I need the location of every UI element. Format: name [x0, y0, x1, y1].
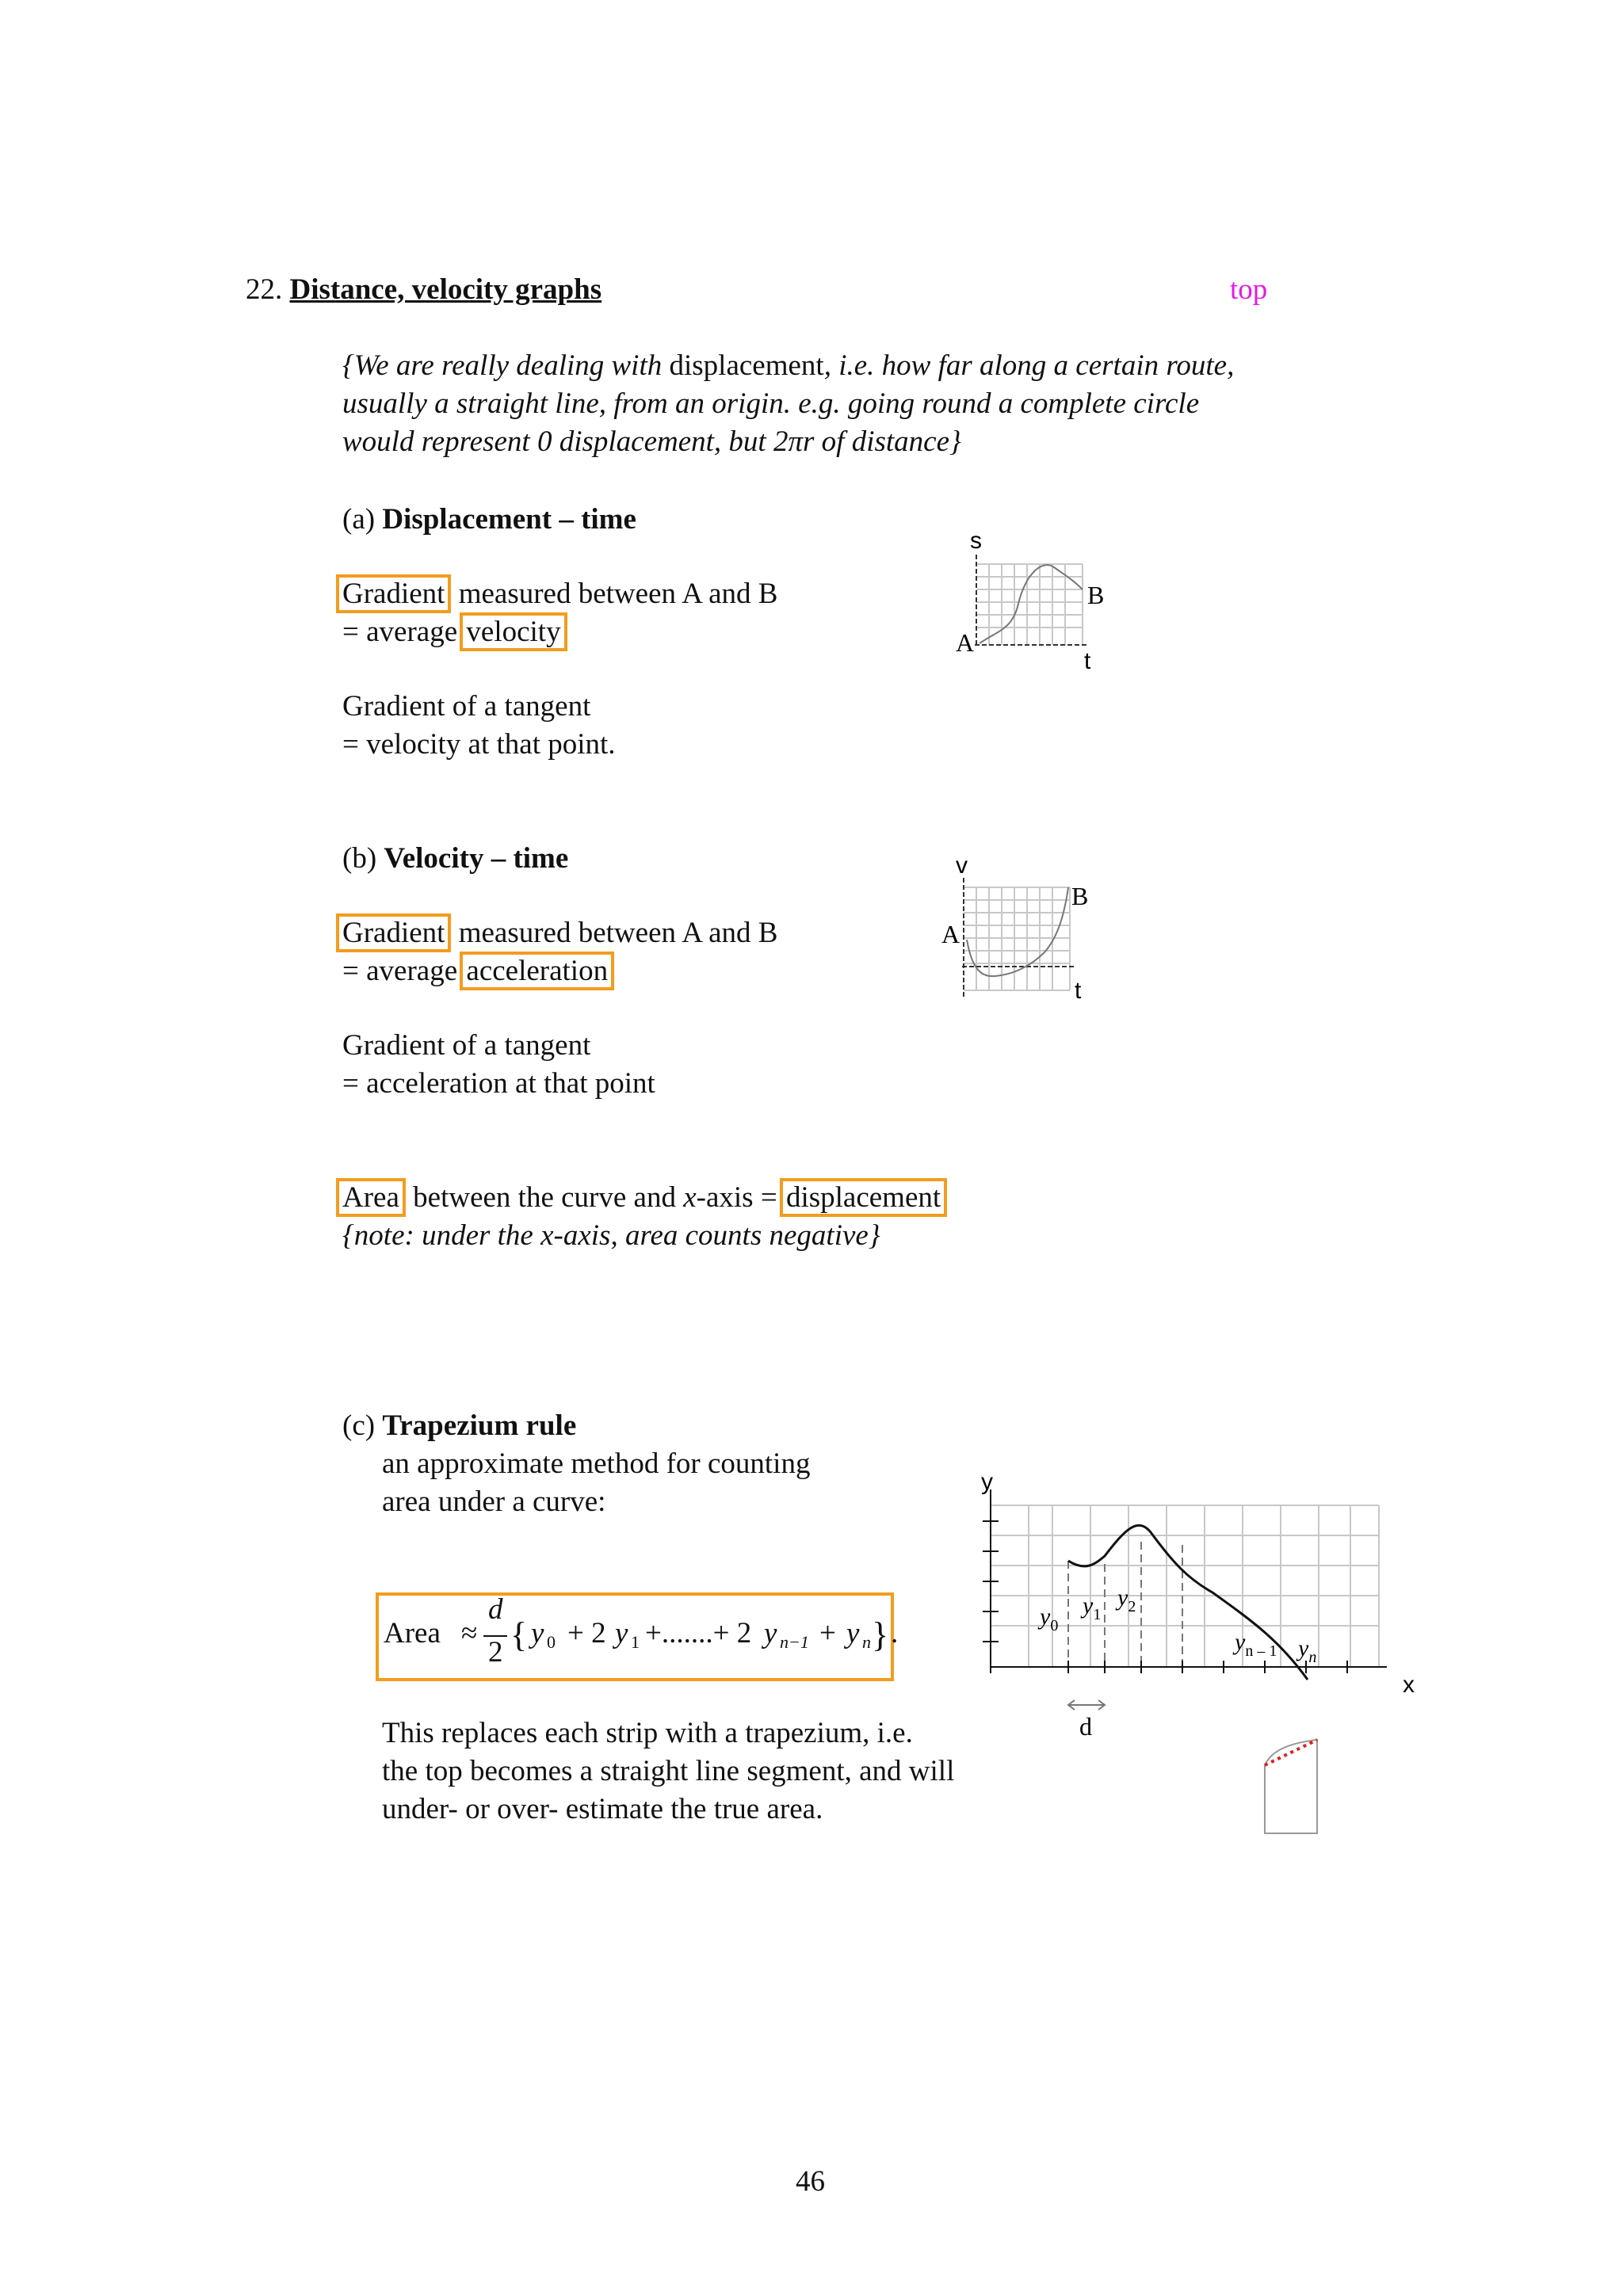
section-title: Distance, velocity graphs [289, 273, 602, 306]
section-b-tangent-1: Gradient of a tangent [342, 1029, 591, 1062]
section-number: 22. [246, 273, 283, 306]
graph-c-d-arrow [1068, 1700, 1105, 1710]
area-highlight: Area [336, 1178, 406, 1217]
section-c-heading: (c) Trapezium rule [342, 1409, 577, 1442]
svg-text:y2: $y_2$ [1117, 1585, 1136, 1615]
section-c-expl-3: under- or over- estimate the true area. [382, 1793, 823, 1825]
section-c-expl-2: the top becomes a straight line segment, and will [382, 1755, 955, 1787]
section-c-desc-1: an approximate method for counting [382, 1447, 811, 1480]
graph-c-x-label: x [1403, 1672, 1415, 1698]
section-b-heading: (b) Velocity – time [342, 842, 569, 875]
area-note: {note: under the x-axis, area counts negative} [342, 1219, 880, 1252]
trapezium-strip-illustration [1260, 1727, 1323, 1838]
trapezium-formula: Area ≈ d 2 { y 0 + 2 y 1 +.......+ 2 y n−1 + y n } . [384, 1593, 899, 1669]
section-b-gradient-line: Gradient measured between A and B [342, 914, 777, 952]
section-a-gradient-line: Gradient measured between A and B [342, 575, 777, 613]
intro-line-2: usually a straight line, from an origin. e.g. going round a complete circle [342, 387, 1200, 420]
displacement-time-graph [943, 531, 1133, 689]
graph-a-point-b: B [1087, 581, 1105, 609]
graph-a-x-label: t [1084, 648, 1091, 674]
graph-c-d-label: d [1079, 1712, 1092, 1741]
section-a-tangent-2: = velocity at that point. [342, 728, 616, 761]
graph-b-x-label: t [1075, 978, 1082, 1004]
svg-text:yn – 1: $y_{n - 1}$ [1235, 1629, 1277, 1660]
svg-text:y1: $y_1$ [1083, 1592, 1102, 1623]
graph-a-point-a: A [956, 628, 975, 657]
svg-text:y0: $y_0$ [1040, 1604, 1059, 1634]
graph-b-y-label: v [956, 856, 968, 879]
velocity-time-graph [935, 856, 1109, 1006]
velocity-highlight: velocity [460, 612, 567, 651]
section-c-expl-1: This replaces each strip with a trapezium, i.e. [382, 1717, 913, 1749]
area-line: Area between the curve and x-axis = displacement [342, 1179, 941, 1217]
gradient-highlight-b: Gradient [336, 913, 451, 952]
trapezium-graph [975, 1466, 1450, 1751]
page-number: 46 [796, 2165, 825, 2198]
graph-c-grid [991, 1505, 1379, 1667]
gradient-highlight: Gradient [336, 574, 451, 613]
graph-b-point-b: B [1071, 882, 1089, 910]
acceleration-highlight: acceleration [460, 952, 614, 990]
section-a-average-line: = average velocity [342, 613, 561, 651]
displacement-highlight: displacement [780, 1178, 947, 1217]
section-b-average-line: = average acceleration [342, 952, 608, 990]
section-heading [246, 271, 601, 309]
section-c-desc-2: area under a curve: [382, 1486, 606, 1518]
strip-dotted-top [1265, 1740, 1317, 1765]
section-a-tangent-1: Gradient of a tangent [342, 690, 591, 723]
graph-a-y-label: s [970, 531, 982, 554]
graph-b-point-a: A [941, 920, 960, 948]
graph-c-y-label: y [981, 1469, 993, 1495]
graph-c-ticks [983, 1521, 1347, 1673]
strip-outline [1265, 1740, 1317, 1833]
top-link[interactable]: top [1230, 273, 1268, 306]
section-b-tangent-2: = acceleration at that point [342, 1067, 655, 1100]
intro-line-1: {We are really dealing with displacement, i.e. how far along a certain route, [342, 349, 1235, 382]
section-a-heading: (a) Displacement – time [342, 503, 636, 536]
intro-line-3: would represent 0 displacement, but 2πr of distance} [342, 425, 961, 458]
svg-text:yn: $y_n$ [1298, 1635, 1317, 1666]
